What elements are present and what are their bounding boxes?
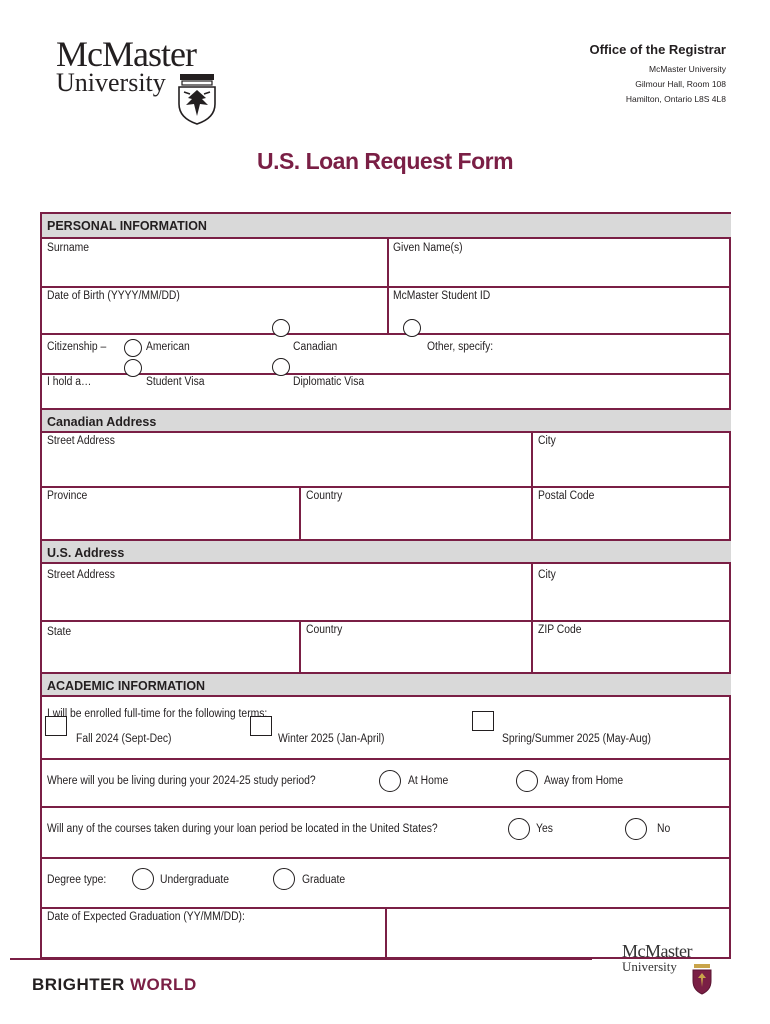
yes-radio[interactable]	[508, 818, 530, 840]
diplomatic-visa-radio[interactable]	[272, 358, 290, 376]
province-field[interactable]: Province	[47, 490, 88, 502]
canadian-address-heading: Canadian Address	[42, 408, 731, 433]
footer-logo	[622, 942, 692, 974]
us-courses-prompt: Will any of the courses taken during your loan period be located in the United States?	[47, 823, 438, 835]
winter-label: Winter 2025 (Jan-April)	[278, 733, 385, 745]
divider	[42, 857, 731, 859]
terms-prompt: I will be enrolled full-time for the following terms:	[47, 708, 268, 720]
world-word: WORLD	[130, 975, 197, 994]
student-visa-radio[interactable]	[124, 359, 142, 377]
logo-line-1: McMaster	[56, 34, 196, 74]
form-title: U.S. Loan Request Form	[256, 148, 514, 174]
spring-label: Spring/Summer 2025 (May-Aug)	[502, 733, 651, 745]
footer-rule	[10, 958, 592, 960]
divider	[42, 620, 731, 622]
divider	[299, 486, 301, 539]
dob-field[interactable]: Date of Birth (YYYY/MM/DD)	[47, 290, 180, 302]
canadian-street-field[interactable]: Street Address	[47, 435, 115, 447]
state-field[interactable]: State	[47, 626, 72, 638]
american-radio[interactable]	[124, 339, 142, 357]
us-street-field[interactable]: Street Address	[47, 569, 115, 581]
academic-info-heading: ACADEMIC INFORMATION	[42, 672, 731, 697]
away-label: Away from Home	[544, 775, 624, 787]
diplomatic-visa-label: Diplomatic Visa	[293, 376, 365, 388]
footer-crest-icon	[691, 963, 713, 995]
undergraduate-radio[interactable]	[132, 868, 154, 890]
surname-field[interactable]: Surname	[47, 242, 90, 254]
divider	[42, 486, 731, 488]
zip-code-field[interactable]: ZIP Code	[538, 624, 582, 636]
winter-checkbox[interactable]	[250, 716, 272, 736]
brighter-world-tagline	[32, 975, 197, 995]
spring-checkbox[interactable]	[472, 711, 494, 731]
divider	[531, 564, 533, 672]
no-label: No	[657, 823, 671, 835]
student-id-field[interactable]: McMaster Student ID	[393, 290, 491, 302]
fall-checkbox[interactable]	[45, 716, 67, 736]
degree-type-prompt: Degree type:	[47, 874, 107, 886]
canadian-city-field[interactable]: City	[538, 435, 556, 447]
undergraduate-label: Undergraduate	[160, 874, 230, 886]
divider	[42, 286, 731, 288]
canadian-country-field[interactable]: Country	[306, 490, 343, 502]
graduate-label: Graduate	[302, 874, 346, 886]
office-line: McMaster University	[649, 64, 726, 74]
at-home-radio[interactable]	[379, 770, 401, 792]
us-city-field[interactable]: City	[538, 569, 556, 581]
canadian-radio[interactable]	[272, 319, 290, 337]
graduate-radio[interactable]	[273, 868, 295, 890]
brighter-word: BRIGHTER	[32, 975, 125, 994]
other-radio[interactable]	[403, 319, 421, 337]
crest-icon	[176, 72, 218, 126]
hold-label: I hold a…	[47, 376, 92, 388]
personal-info-heading: PERSONAL INFORMATION	[42, 214, 731, 239]
yes-label: Yes	[536, 823, 553, 835]
office-title: Office of the Registrar	[589, 42, 726, 57]
postal-code-field[interactable]: Postal Code	[538, 490, 595, 502]
logo-line-2: University	[56, 68, 166, 97]
office-address	[589, 42, 726, 107]
divider	[42, 373, 731, 375]
form-frame	[40, 212, 731, 959]
us-country-field[interactable]: Country	[306, 624, 343, 636]
divider	[299, 620, 301, 672]
student-visa-label: Student Visa	[146, 376, 205, 388]
us-address-heading: U.S. Address	[42, 539, 731, 564]
american-label: American	[146, 341, 190, 353]
mcmaster-logo	[56, 36, 196, 96]
divider	[385, 907, 387, 959]
graduation-date-field[interactable]: Date of Expected Graduation (YY/MM/DD):	[47, 911, 245, 923]
at-home-label: At Home	[408, 775, 449, 787]
living-prompt: Where will you be living during your 2024-25 study period?	[47, 775, 316, 787]
no-radio[interactable]	[625, 818, 647, 840]
given-names-field[interactable]: Given Name(s)	[393, 242, 463, 254]
fall-label: Fall 2024 (Sept-Dec)	[76, 733, 172, 745]
office-line: Hamilton, Ontario L8S 4L8	[625, 94, 726, 104]
citizenship-label: Citizenship –	[47, 341, 107, 353]
footer-logo-line-1: McMaster	[622, 941, 692, 961]
divider	[42, 758, 731, 760]
divider	[42, 333, 731, 335]
office-line: Gilmour Hall, Room 108	[635, 79, 726, 89]
footer-logo-line-2: University	[622, 959, 677, 974]
canadian-label: Canadian	[293, 341, 338, 353]
divider	[42, 806, 731, 808]
away-radio[interactable]	[516, 770, 538, 792]
other-label: Other, specify:	[427, 341, 494, 353]
